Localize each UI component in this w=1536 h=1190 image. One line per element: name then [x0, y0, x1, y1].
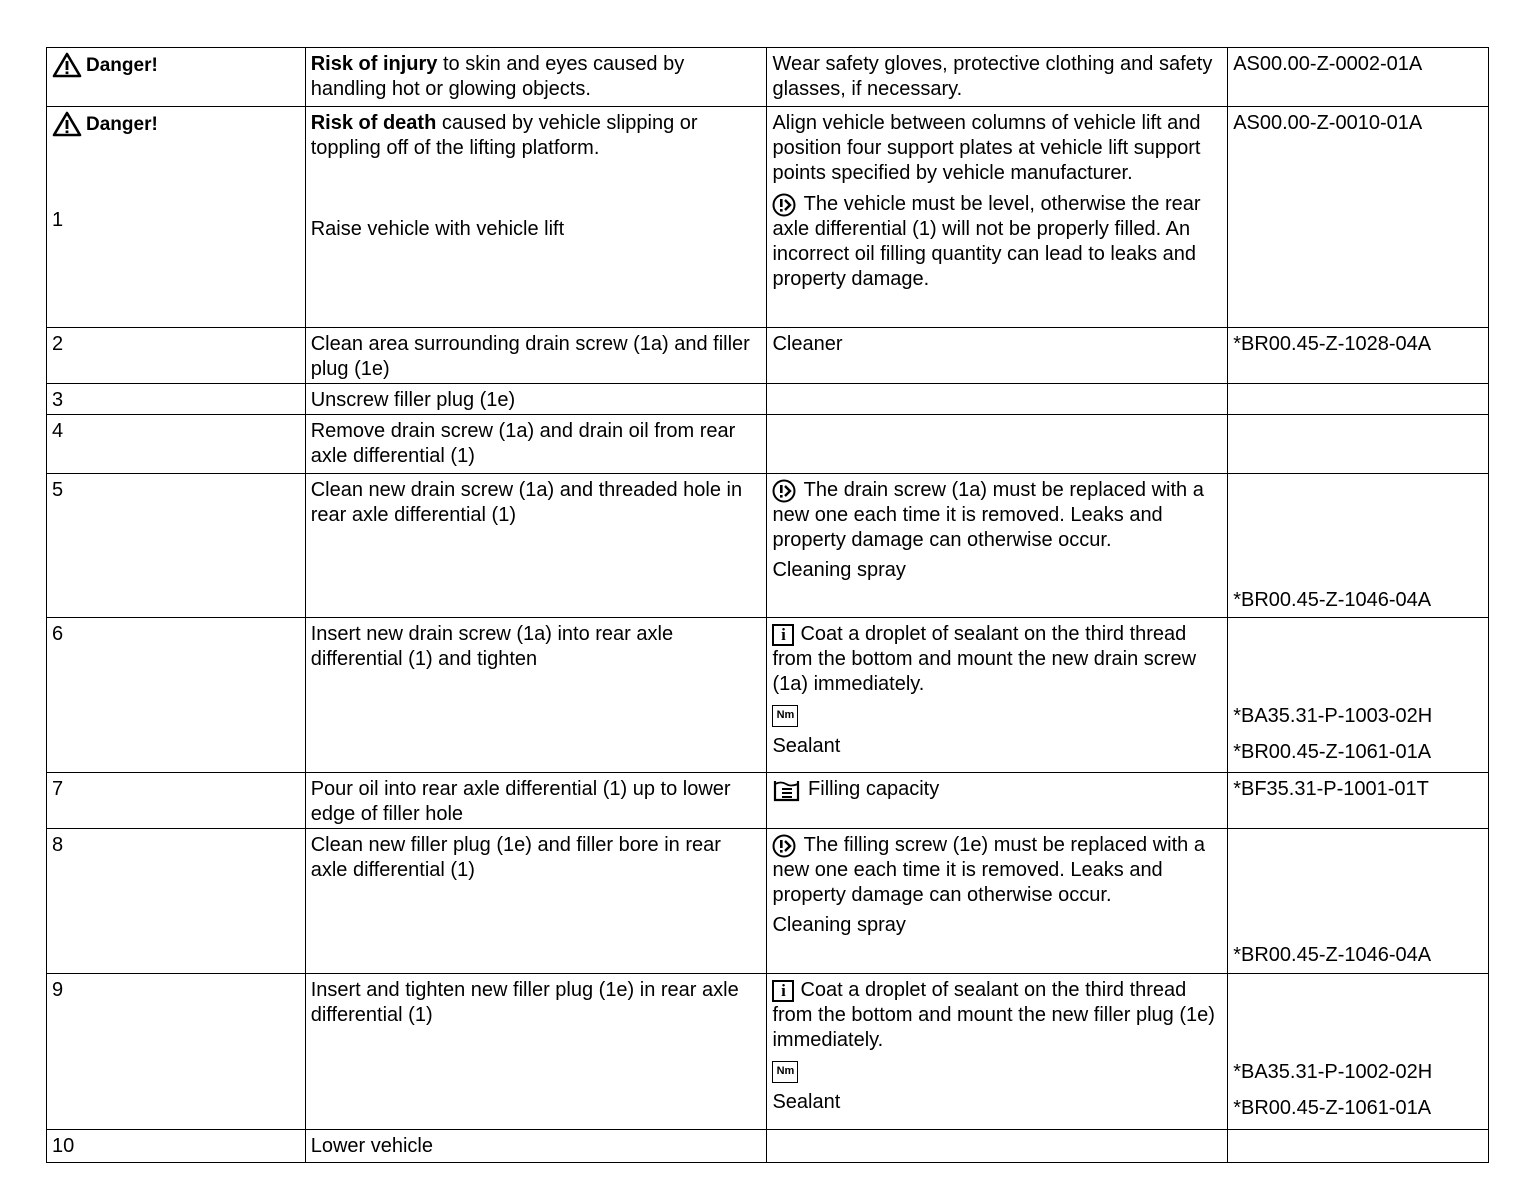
step-cell	[47, 48, 306, 107]
action-cell	[305, 328, 767, 384]
step-cell	[47, 1130, 306, 1163]
danger-text: Danger!	[86, 113, 158, 135]
table-row	[47, 1130, 1489, 1163]
torque-line	[772, 1059, 1222, 1084]
action-text: Insert new drain screw (1a) into rear axle differential (1) and tighten	[310, 623, 674, 670]
note-cell	[767, 328, 1228, 384]
step-cell	[47, 618, 306, 773]
table-row	[47, 974, 1489, 1130]
table-row	[47, 384, 1489, 415]
step-cell	[47, 974, 306, 1130]
table-row	[47, 328, 1489, 384]
reference-code: *BR00.45-Z-1061-01A	[1233, 1097, 1432, 1119]
info-text: Coat a droplet of sealant on the third thread from the bottom and mount the new drain screw (1a) immediately.	[772, 623, 1197, 695]
step-cell	[47, 384, 306, 415]
notice-text: The filling screw (1e) must be replaced with a new one each time it is removed. Leaks and property damage can otherwise occur.	[772, 834, 1205, 906]
notice-note	[772, 833, 1222, 908]
step-cell	[47, 107, 306, 328]
step-number: 9	[52, 979, 64, 1001]
action-cell	[305, 48, 767, 107]
action-text: Pour oil into rear axle differential (1) up to lower edge of filler hole	[310, 778, 731, 825]
step-number: 8	[52, 834, 64, 856]
reference-cell	[1228, 618, 1489, 773]
info-note	[772, 622, 1222, 697]
note-cell	[767, 107, 1228, 328]
filling-text: Filling capacity	[808, 778, 940, 800]
sub-action-text: Raise vehicle with vehicle lift	[310, 218, 565, 240]
note-text: Cleaner	[772, 333, 843, 355]
reference-cell	[1228, 773, 1489, 829]
note-cell	[767, 1130, 1228, 1163]
reference-cell	[1228, 107, 1489, 328]
action-text: Remove drain screw (1a) and drain oil from rear axle differential (1)	[310, 420, 736, 467]
action-text: Lower vehicle	[310, 1135, 433, 1157]
note-cell	[767, 618, 1228, 773]
action-text: to skin and eyes caused by handling hot or glowing objects.	[310, 53, 685, 100]
risk-label: Risk of death	[310, 112, 437, 134]
action-text: Unscrew filler plug (1e)	[310, 389, 516, 411]
procedure-table	[46, 47, 1489, 1163]
table-row	[47, 107, 1489, 328]
material-text: Sealant	[772, 735, 841, 757]
note-cell	[767, 415, 1228, 474]
danger-label	[52, 52, 300, 78]
torque-line	[772, 703, 1222, 728]
material-text: Cleaning spray	[772, 914, 906, 936]
action-cell	[305, 474, 767, 618]
action-text: Clean area surrounding drain screw (1a) and filler plug (1e)	[310, 333, 750, 380]
step-cell	[47, 773, 306, 829]
info-box-icon: i	[772, 980, 794, 1002]
reference-cell	[1228, 474, 1489, 618]
reference-code: *BR00.45-Z-1046-04A	[1233, 589, 1432, 611]
action-cell	[305, 415, 767, 474]
torque-nm-icon: Nm	[772, 705, 798, 727]
notice-circle-icon	[772, 193, 798, 217]
step-number: 2	[52, 333, 64, 355]
step-cell	[47, 328, 306, 384]
reference-code: AS00.00-Z-0010-01A	[1233, 112, 1423, 134]
reference-cell	[1228, 48, 1489, 107]
reference-code: *BF35.31-P-1001-01T	[1233, 778, 1429, 800]
action-cell	[305, 974, 767, 1130]
info-box-icon: i	[772, 624, 794, 646]
reference-code: *BR00.45-Z-1061-01A	[1233, 741, 1432, 763]
info-text: Coat a droplet of sealant on the third thread from the bottom and mount the new filler plug (1e) immediately.	[772, 979, 1215, 1051]
table-row	[47, 773, 1489, 829]
table-row	[47, 415, 1489, 474]
table-row	[47, 48, 1489, 107]
notice-text: The vehicle must be level, otherwise the rear axle differential (1) will not be properly filled. An incorrect oil filling quantity can lead to leaks and property damage.	[772, 193, 1201, 290]
step-number: 7	[52, 778, 64, 800]
action-text: Clean new filler plug (1e) and filler bore in rear axle differential (1)	[310, 834, 721, 881]
reference-code: *BR00.45-Z-1028-04A	[1233, 333, 1432, 355]
table-row	[47, 474, 1489, 618]
step-cell	[47, 829, 306, 974]
note-cell	[767, 773, 1228, 829]
torque-nm-icon: Nm	[772, 1061, 798, 1083]
warning-triangle-icon	[52, 52, 82, 78]
action-text: Insert and tighten new filler plug (1e) in rear axle differential (1)	[310, 979, 739, 1026]
note-cell	[767, 48, 1228, 107]
action-cell	[305, 618, 767, 773]
notice-note	[772, 478, 1222, 553]
action-cell	[305, 829, 767, 974]
table-row	[47, 829, 1489, 974]
note-cell	[767, 474, 1228, 618]
step-cell	[47, 474, 306, 618]
reference-code: AS00.00-Z-0002-01A	[1233, 53, 1423, 75]
action-text: caused by vehicle slipping or toppling off of the lifting platform.	[310, 112, 698, 159]
table-row	[47, 618, 1489, 773]
action-cell	[305, 107, 767, 328]
action-cell	[305, 1130, 767, 1163]
reference-code: *BA35.31-P-1002-02H	[1233, 1061, 1433, 1083]
reference-cell	[1228, 328, 1489, 384]
danger-text: Danger!	[86, 54, 158, 76]
reference-cell	[1228, 384, 1489, 415]
notice-note	[772, 192, 1222, 292]
filling-capacity-icon	[772, 778, 802, 802]
reference-code: *BR00.45-Z-1046-04A	[1233, 944, 1432, 966]
info-note	[772, 978, 1222, 1053]
step-number: 3	[52, 389, 64, 411]
note-cell	[767, 974, 1228, 1130]
notice-circle-icon	[772, 834, 798, 858]
reference-cell	[1228, 829, 1489, 974]
note-text: Wear safety gloves, protective clothing and safety glasses, if necessary.	[772, 53, 1213, 100]
step-number: 5	[52, 479, 64, 501]
note-cell	[767, 829, 1228, 974]
reference-code: *BA35.31-P-1003-02H	[1233, 705, 1433, 727]
note-cell	[767, 384, 1228, 415]
reference-cell	[1228, 415, 1489, 474]
step-number: 1	[52, 209, 64, 231]
warning-triangle-icon	[52, 111, 82, 137]
action-cell	[305, 384, 767, 415]
step-number: 10	[52, 1135, 75, 1157]
step-number: 4	[52, 420, 64, 442]
filling-note	[772, 777, 1222, 802]
risk-label: Risk of injury	[310, 53, 438, 75]
material-text: Sealant	[772, 1091, 841, 1113]
step-cell	[47, 415, 306, 474]
note-text: Align vehicle between columns of vehicle lift and position four support plates at vehicle lift support points specified by vehicle manufacturer.	[772, 112, 1201, 184]
danger-label	[52, 111, 300, 137]
notice-text: The drain screw (1a) must be replaced with a new one each time it is removed. Leaks and property damage can otherwise occur.	[772, 479, 1204, 551]
material-text: Cleaning spray	[772, 559, 906, 581]
reference-cell	[1228, 1130, 1489, 1163]
step-number: 6	[52, 623, 64, 645]
action-cell	[305, 773, 767, 829]
action-text: Clean new drain screw (1a) and threaded hole in rear axle differential (1)	[310, 479, 743, 526]
notice-circle-icon	[772, 479, 798, 503]
reference-cell	[1228, 974, 1489, 1130]
